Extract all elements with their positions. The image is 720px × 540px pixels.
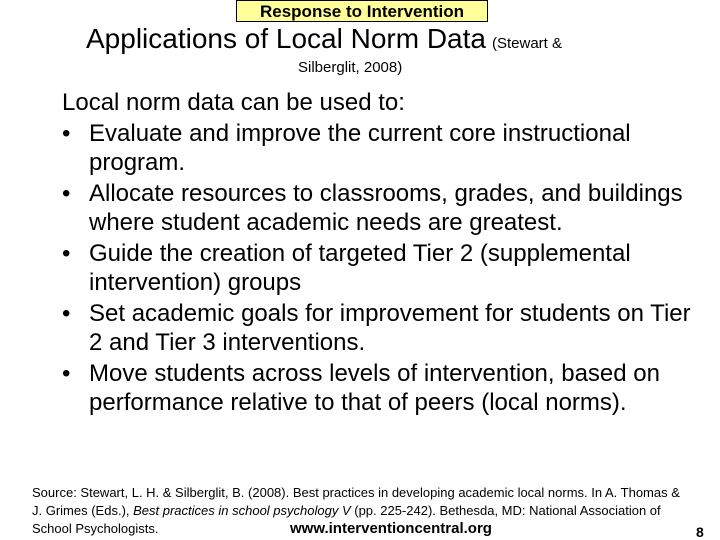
list-item <box>62 179 702 237</box>
source-text-after: (pp. 225-242). Bethesda, MD: National Association of School Psychologists. <box>32 503 661 536</box>
slide-title-main: Applications of Local Norm Data <box>86 23 486 54</box>
list-item <box>62 299 702 357</box>
intro-text: Local norm data can be used to: <box>62 89 405 116</box>
source-text-before: Source: Stewart, L. H. & Silberglit, B. (2008). Best practices in developing academic local norms. In A. Thomas & J. Grimes (Eds.), <box>32 485 680 518</box>
footer-website-link[interactable]: www.interventioncentral.org <box>290 520 492 537</box>
slide-title <box>86 22 562 61</box>
title-citation-part1: (Stewart & <box>491 35 563 52</box>
bullet-text: Guide the creation of targeted Tier 2 (supplemental intervention) groups <box>89 240 631 296</box>
bullet-text: Evaluate and improve the current core instructional program. <box>89 120 631 176</box>
source-book-title: Best practices in school psychology V <box>133 503 351 518</box>
bullet-text: Move students across levels of intervention, based on performance relative to that of peers (local norms). <box>89 360 660 416</box>
slide-body <box>62 88 702 419</box>
bullet-icon: • <box>62 120 71 147</box>
bullet-icon: • <box>62 240 71 267</box>
bullet-list <box>62 119 702 417</box>
page-number: 8 <box>696 524 704 540</box>
title-citation-part2: Silberglit, 2008) <box>298 59 403 76</box>
bullet-icon: • <box>62 180 71 207</box>
list-item <box>62 239 702 297</box>
bullet-text: Set academic goals for improvement for students on Tier 2 and Tier 3 interventions. <box>89 300 691 356</box>
list-item <box>62 119 702 177</box>
bullet-icon: • <box>62 360 71 387</box>
bullet-icon: • <box>62 300 71 327</box>
list-item <box>62 359 702 417</box>
header-banner: Response to Intervention <box>236 0 488 22</box>
bullet-text: Allocate resources to classrooms, grades, and buildings where student academic needs are greatest. <box>89 180 683 236</box>
